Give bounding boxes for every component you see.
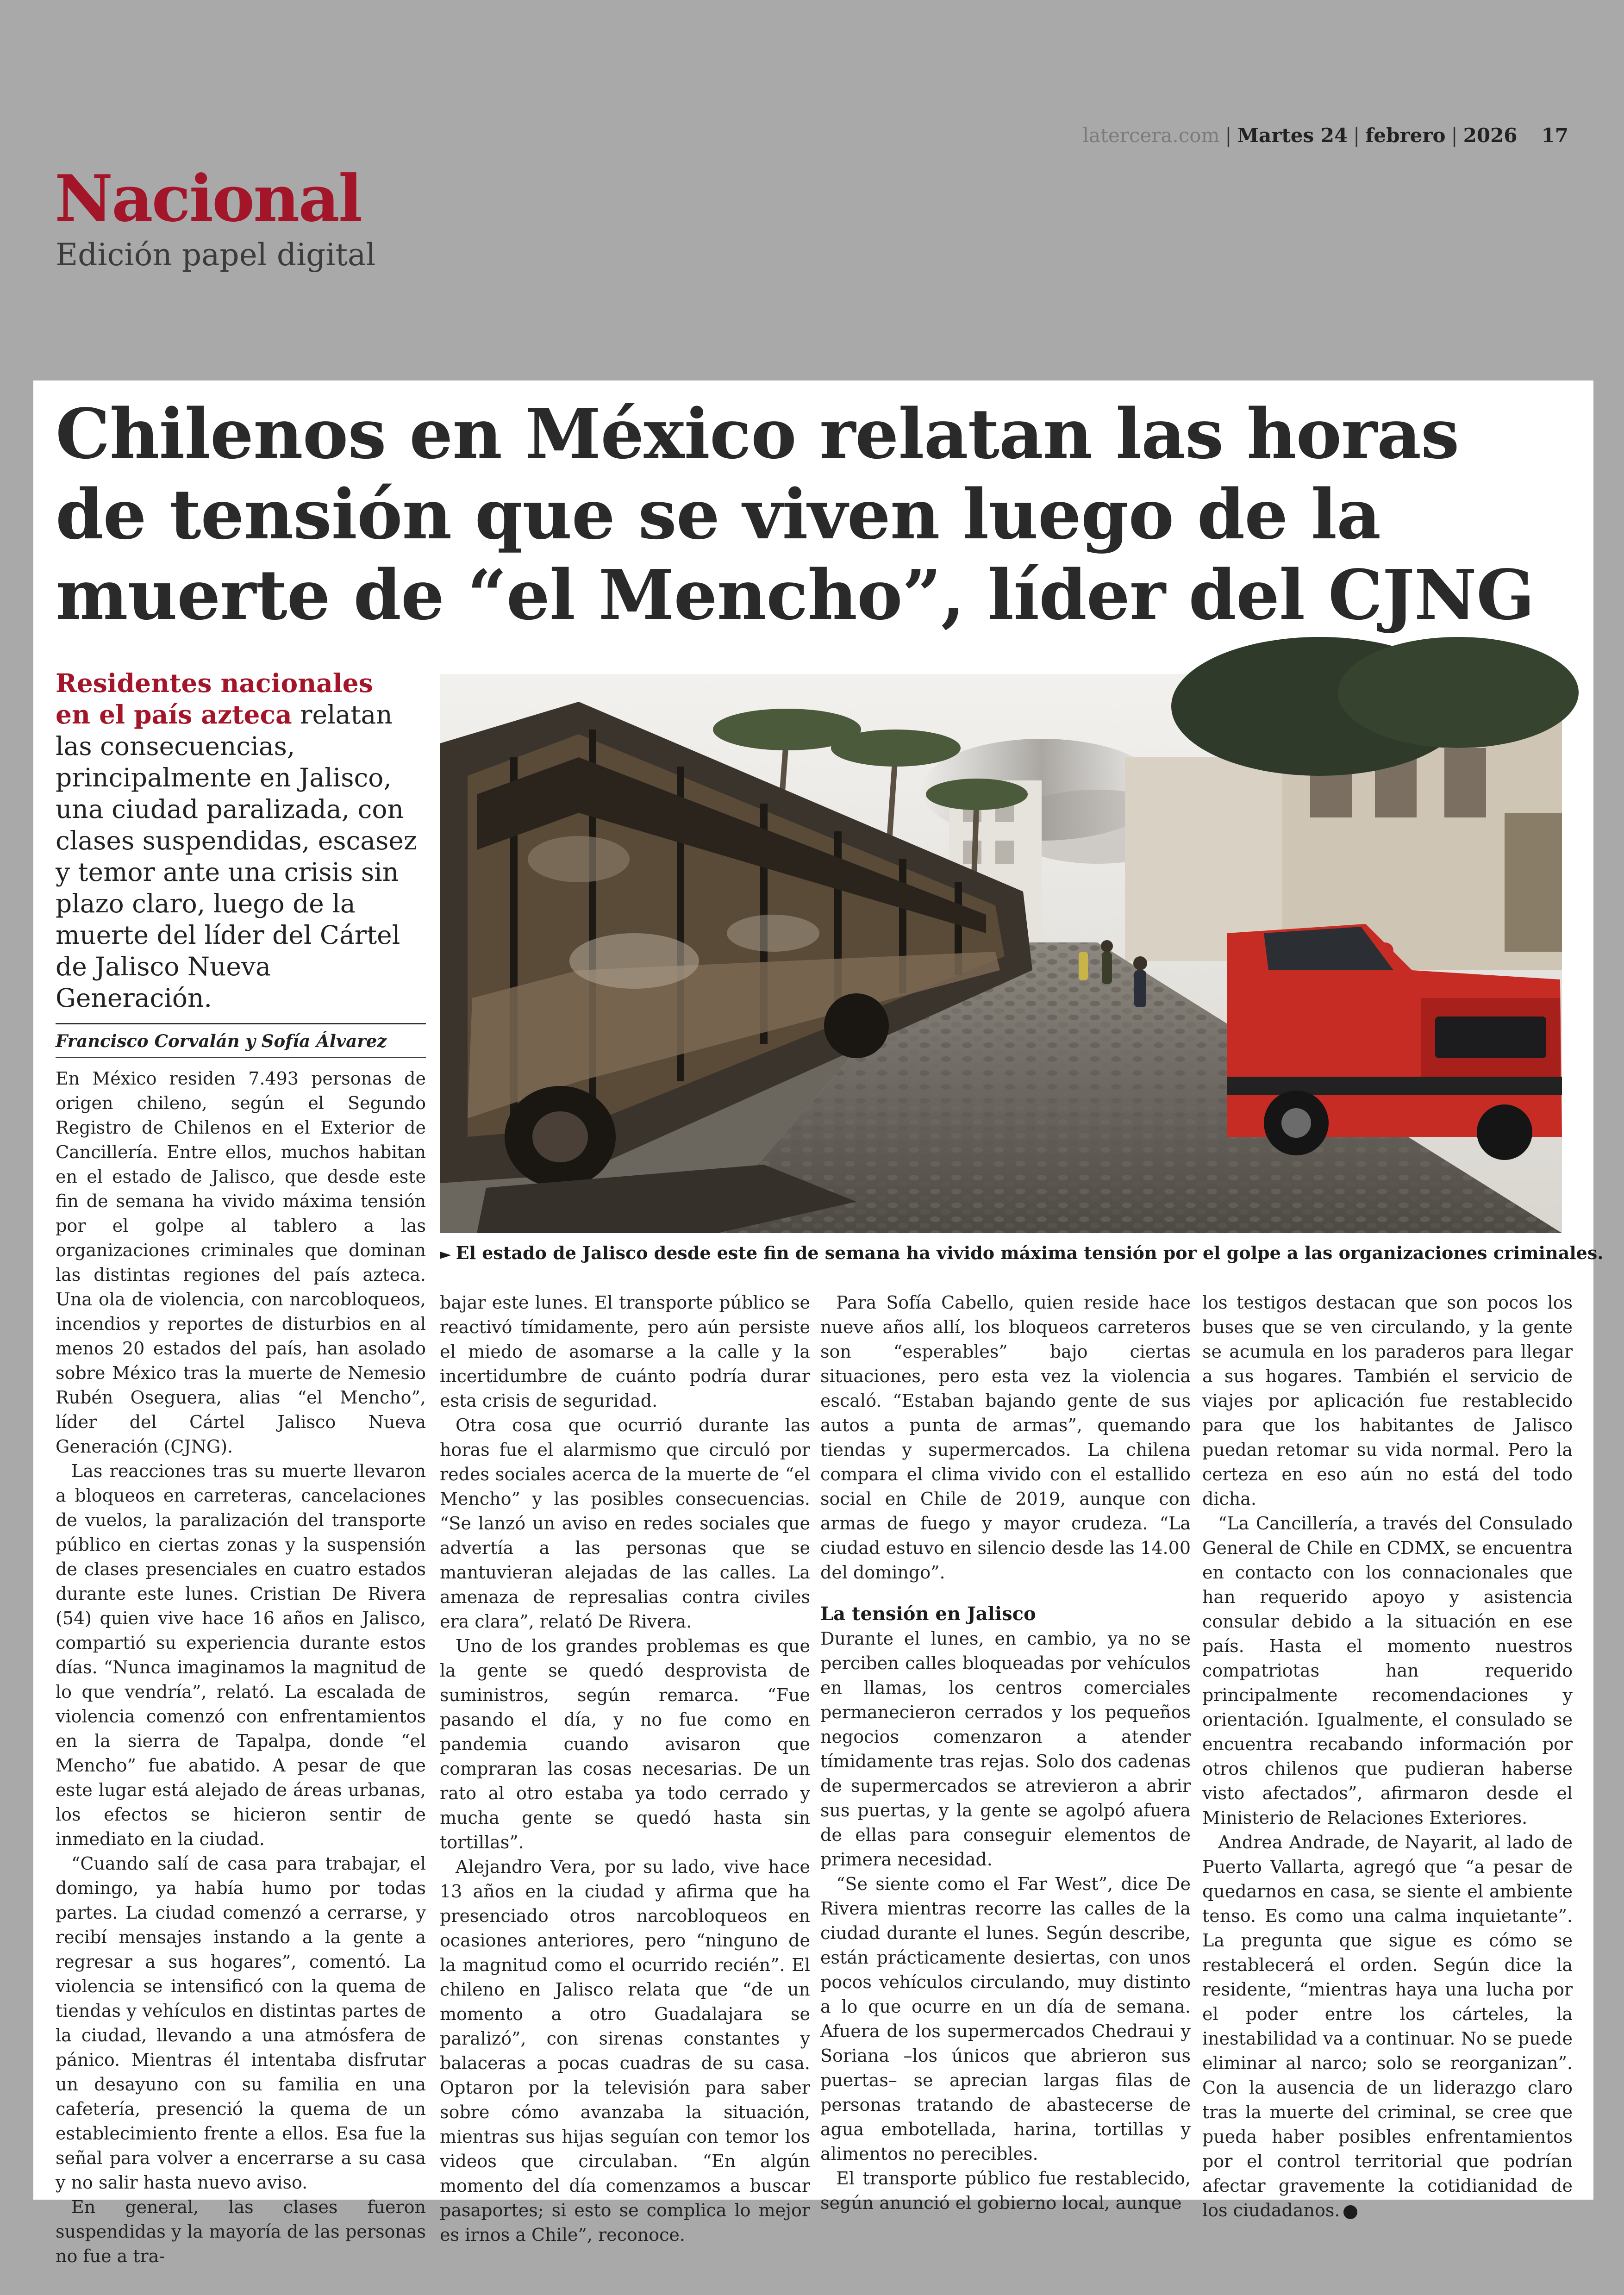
deck-highlight: en el país azteca <box>56 699 292 730</box>
site-name: latercera.com <box>1082 124 1220 147</box>
paragraph: En México residen 7.493 personas de origen chileno, según el Segundo Registro de Chilenos en el Exterior de Cancillería. Entre ellos, muchos habitan en el estado de Jalisco, que desde este fin de semana ha vivido máxima tensión por el golpe al tablero a las organizaciones criminales que dominan las distintas regiones del país azteca. Una ola de violencia, con narcobloqueos, incendios y reportes de disturbios en al menos 20 estados del país, han asolado sobre México tras la muerte de Nemesio Rubén Oseguera, alias “el Mencho”, líder del Cártel Jalisco Nueva Generación (CJNG). <box>56 1068 426 1457</box>
date-weekday-day: Martes 24 <box>1237 124 1348 147</box>
deck-text: relatan las consecuencias, principalmente en Jalisco, una ciudad paralizada, con clases suspendidas, escasez y temor ante una crisis sin plazo claro, luego de la muerte del líder del Cártel de Jalisco Nueva Generación. <box>56 700 417 1013</box>
section-title: Nacional <box>55 161 362 236</box>
article-column-1 <box>56 1066 426 2269</box>
article-photo <box>440 674 1562 1233</box>
article-deck <box>56 667 426 1014</box>
paragraph: Las reacciones tras su muerte llevaron a bloqueos en carreteras, cancelaciones de vuelos, la paralización del transporte público en ciertas zonas y la suspensión de clases presenciales en cuatro estados durante este lunes. Cristian De Rivera (54) quien vive hace 16 años en Jalisco, compartió su experiencia durante estos días. “Nunca imaginamos la magnitud de lo que vendría”, relató. La escalada de violencia comenzó con enfrentamientos en la sierra de Tapalpa, donde “el Mencho” fue abatido. A pesar de que este lugar está alejado de áreas urbanas, los efectos se hicieron sentir de inmediato en la ciudad. <box>56 1461 426 1849</box>
byline: Francisco Corvalán y Sofía Álvarez <box>56 1023 426 1058</box>
article-column-2 <box>440 1291 810 2247</box>
paragraph: En general, las clases fueron suspendidas y la mayoría de las personas no fue a tra- <box>56 2197 426 2266</box>
date-year: 2026 <box>1463 124 1518 147</box>
paragraph: “La Cancillería, a través del Consulado General de Chile en CDMX, se encuentra en contacto con los connacionales que han requerido apoyo y asistencia consular debido a la situación en ese país. Hasta el momento nuestros compatriotas han requerido principalmente recomendaciones y orientación. Igualmente, el consulado se encuentra recabando información por otros chilenos que pudieran haberse visto afectados”, afirmaron desde el Ministerio de Relaciones Exteriores. <box>1202 1513 1573 1828</box>
paragraph-text: Andrea Andrade, de Nayarit, al lado de Puerto Vallarta, agregó que “a pesar de quedarnos en casa, se siente el ambiente tenso. Es como una calma inquietante”. La pregunta que sigue es cómo se restablecerá el orden. Según dice la residente, “mientras haya una lucha por el poder entre los cárteles, la inestabilidad va a continuar. No se puede eliminar al narco; solo se reorganizan”. Con la ausencia de un liderazgo claro tras la muerte del criminal, se cree que pueda haber posibles enfrentamientos por el control territorial que podrían afectar gravemente la cotidianidad de los ciudadanos. <box>1202 1832 1573 2220</box>
caption-text: El estado de Jalisco desde este fin de semana ha vivido máxima tensión por el golpe a las organizaciones criminales. <box>456 1242 1604 1263</box>
paragraph: Uno de los grandes problemas es que la gente se quedó desprovista de suministros, según remarca. “Fue pasando el día, y no fue como en pandemia cuando avisaron que compraran las cosas necesarias. De un rato al otro estaba ya todo cerrado y mucha gente se quedó hasta sin tortillas”. <box>440 1636 810 1852</box>
paragraph: Alejandro Vera, por su lado, vive hace 13 años en la ciudad y afirma que ha presenciado otros narcobloqueos en ocasiones anteriores, pero “ninguno de la magnitud como el ocurrido recién”. El chileno en Jalisco relata que “de un momento a otro Guadalajara se paralizó”, con sirenas constantes y balaceras a pocas cuadras de su casa. Optaron por la televisión para saber sobre cómo avanzaba la situación, mientras sus hijas seguían con temor los videos que circulaban. “En algún momento del día comenzamos a buscar pasaportes; si esto se complica lo mejor es irnos a Chile”, reconoce. <box>440 1857 810 2245</box>
paragraph: El transporte público fue restablecido, según anunció el gobierno local, aunque <box>820 2168 1191 2213</box>
paragraph: los testigos destacan que son pocos los buses que se ven circulando, y la gente se acumula en los paraderos para llegar a sus hogares. También el servicio de viajes por aplicación fue restablecido para que los habitantes de Jalisco puedan retomar su vida normal. Pero la certeza en eso aún no está del todo dicha. <box>1202 1292 1573 1509</box>
headline-line: de tensión que se viven luego de la <box>56 474 1380 555</box>
section-subtitle: Edición papel digital <box>56 237 376 273</box>
headline-line: Chilenos en México relatan las horas <box>56 393 1459 474</box>
article-headline <box>56 393 1574 635</box>
article-column-4 <box>1202 1291 1573 2223</box>
headline-line: muerte de “el Mencho”, líder del CJNG <box>56 555 1535 635</box>
photo-caption <box>440 1242 1604 1263</box>
paragraph: “Cuando salí de casa para trabajar, el domingo, ya había humo por todas partes. La ciudad comenzó a cerrarse, y recibí mensajes instando a la gente a regresar a sus hogares”, comentó. La violencia se intensificó con la quema de tiendas y vehículos en distintas partes de la ciudad, llevando a una atmósfera de pánico. Mientras él intentaba disfrutar un desayuno con su familia en una cafetería, presenció la quema de un establecimiento frente a ellos. Esa fue la señal para volver a encerrarse a su casa y no salir hasta nuevo aviso. <box>56 1853 426 2193</box>
caption-arrow-icon: ► <box>440 1245 451 1263</box>
page-dateline: latercera.com | Martes 24 | febrero | 2026 17 <box>1082 124 1568 147</box>
paragraph: Durante el lunes, en cambio, ya no se perciben calles bloqueadas por vehículos en llamas, los centros comerciales permanecieron cerrados y los pequeños negocios comenzaron a atender tímidamente tras rejas. Solo dos cadenas de supermercados se atrevieron a abrir sus puertas, y la gente se agolpó afuera de ellas para conseguir elementos de primera necesidad. <box>820 1628 1191 1870</box>
deck-highlight: Residentes nacionales <box>56 668 373 698</box>
subheading: La tensión en Jalisco <box>820 1603 1036 1625</box>
date-month: febrero <box>1365 124 1446 147</box>
burned-bus-street-illustration <box>440 674 1562 1233</box>
end-mark-icon <box>1343 2205 1357 2219</box>
page-number: 17 <box>1541 124 1568 147</box>
paragraph: bajar este lunes. El transporte público se reactivó tímidamente, pero aún persiste el miedo de asomarse a la calle y la incertidumbre de cuánto podría durar esta crisis de seguridad. <box>440 1292 810 1411</box>
paragraph: Otra cosa que ocurrió durante las horas fue el alarmismo que circuló por redes sociales acerca de la muerte de “el Mencho” y las posibles consecuencias. “Se lanzó un aviso en redes sociales que advertía a las personas que se mantuvieran alejadas de las calles. La amenaza de represalias contra civiles era clara”, relató De Rivera. <box>440 1415 810 1632</box>
article-column-3 <box>820 1291 1191 2215</box>
paragraph <box>1202 1830 1573 2223</box>
article-sheet <box>33 380 1604 2266</box>
paragraph: Para Sofía Cabello, quien reside hace nueve años allí, los bloqueos carreteros son “esperables” bajo ciertas situaciones, pero esta vez la violencia escaló. “Estaban bajando gente de sus autos a punta de armas”, quemando tiendas y supermercados. La chilena compara el clima vivido con el estallido social en Chile de 2019, aunque con armas de fuego y mayor crudeza. “La ciudad estuvo en silencio desde las 14.00 del domingo”. <box>820 1292 1191 1583</box>
paragraph: “Se siente como el Far West”, dice De Rivera mientras recorre las calles de la ciudad durante el lunes. Según describe, están prácticamente desiertas, con unos pocos vehículos circulando, muy distinto a lo que ocurre en un día de semana. Afuera de los supermercados Chedraui y Soriana –los únicos que abrieron sus puertas– se aprecian largas filas de personas tratando de abastecerse de agua embotellada, harina, tortillas y alimentos no perecibles. <box>820 1874 1191 2164</box>
